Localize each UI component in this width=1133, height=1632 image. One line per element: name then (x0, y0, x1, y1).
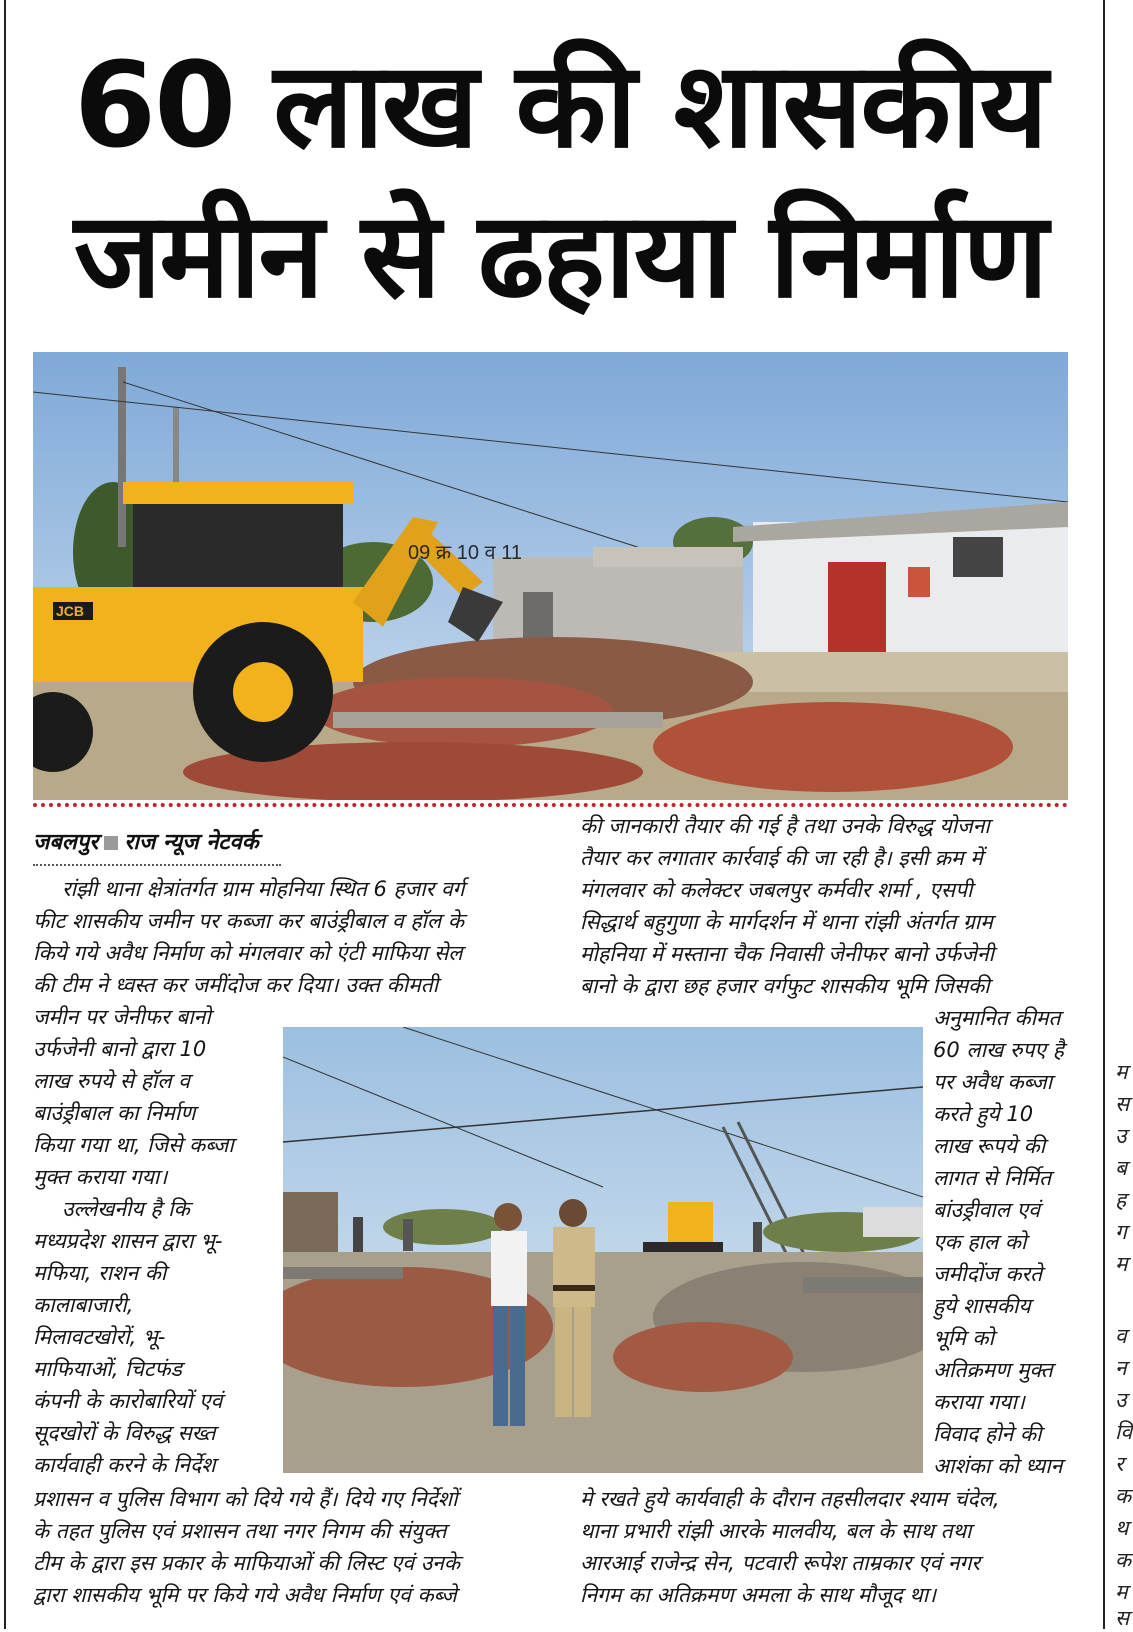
left-para1-line-1: रांझी थाना क्षेत्रांतर्गत ग्राम मोहनिया स्थित 6 हजार वर्ग (62, 877, 465, 901)
right-narrow-line-2: 60 लाख रुपए है (933, 1038, 1064, 1062)
left-wide-line-2: के तहत पुलिस एवं प्रशासन तथा नगर निगम की संयुक्त (33, 1519, 447, 1543)
edge-fragment-10: उ (1115, 1388, 1127, 1412)
left-narrow2-line-2: मध्यप्रदेश शासन द्वारा भू- (33, 1229, 223, 1253)
right-narrow-line-15: आशंका को ध्यान (933, 1454, 1063, 1478)
right-top-line-2: तैयार कर लगातार कार्रवाई की जा रही है। इसी क्रम में (580, 846, 983, 870)
left-narrow2-line-5: मिलावटखोरों, भू- (33, 1325, 166, 1349)
top-photo-demolition (33, 352, 1068, 800)
headline-line-2: जमीन से ढहाया निर्माण (73, 186, 1047, 324)
edge-fragment-5: ह (1115, 1188, 1127, 1212)
right-top-line-6: बानो के द्वारा छह हजार वर्गफुट शासकीय भूमि जिसकी (580, 974, 990, 998)
inset-photo-illustration (283, 1027, 923, 1473)
edge-fragment-11: वि (1115, 1420, 1133, 1444)
right-narrow-line-14: विवाद होने की (933, 1422, 1042, 1446)
right-narrow-line-7: बांउड्रीवाल एवं (933, 1198, 1040, 1222)
right-narrow-line-12: अतिक्रमण मुक्त (933, 1358, 1053, 1382)
left-narrow-line-5: किया गया था, जिसे कब्जा (33, 1133, 234, 1157)
edge-fragment-2: स (1115, 1092, 1130, 1116)
left-para1-line-2: फीट शासकीय जमीन पर कब्जा कर बाउंड्रीबाल व हॉल के (33, 909, 465, 933)
left-narrow2-line-8: सूदखोरों के विरुद्ध सख्त (33, 1421, 216, 1445)
right-narrow-line-5: लाख रूपये की (933, 1134, 1046, 1158)
left-narrow-line-3: लाख रुपये से हॉल व (33, 1069, 190, 1093)
right-column-rule (1103, 0, 1105, 1629)
right-narrow-line-4: करते हुये 10 (933, 1102, 1034, 1126)
left-narrow2-line-7: कंपनी के कारोबारियों एवं (33, 1389, 223, 1413)
edge-fragment-8: व (1115, 1324, 1127, 1348)
left-wide-line-4: द्वारा शासकीय भूमि पर किये गये अवैध निर्माण एवं कब्जे (33, 1583, 457, 1607)
right-narrow-line-6: लागत से निर्मित (933, 1166, 1052, 1190)
dateline-square-icon (104, 836, 118, 850)
right-bottom-line-3: आरआई राजेन्द्र सेन, पटवारी रूपेश ताम्रकार एवं नगर (580, 1551, 980, 1575)
right-narrow-line-1: अनुमानित कीमत (933, 1006, 1061, 1030)
left-narrow-line-4: बाउंड्रीबाल का निर्माण (33, 1101, 196, 1125)
left-narrow-line-2: उर्फजेनी बानो द्वारा 10 (33, 1037, 207, 1061)
edge-fragment-4: ब (1115, 1156, 1127, 1180)
left-narrow-line-6: मुक्त कराया गया। (33, 1165, 168, 1189)
right-top-line-5: मोहनिया में मस्ताना चैक निवासी जेनीफर बानो उर्फजेनी (580, 942, 995, 966)
edge-fragment-7: म (1115, 1252, 1128, 1276)
right-bottom-line-4: निगम का अतिक्रमण अमला के साथ मौजूद था। (580, 1583, 937, 1607)
left-narrow2-line-6: माफियाओं, चिटफंड (33, 1357, 182, 1381)
edge-fragment-9: न (1115, 1356, 1127, 1380)
left-wide-line-1: प्रशासन व पुलिस विभाग को दिये गये हैं। दिये गए निर्देशों (33, 1487, 458, 1511)
right-narrow-line-11: भूमि को (933, 1326, 995, 1350)
right-top-line-3: मंगलवार को कलेक्टर जबलपुर कर्मवीर शर्मा , एसपी (580, 878, 973, 902)
edge-fragment-1: म (1115, 1060, 1128, 1084)
edge-fragment-13: क (1115, 1484, 1132, 1508)
edge-fragment-3: उ (1115, 1124, 1127, 1148)
left-page-edge-line (4, 0, 6, 1629)
top-photo-illustration (33, 352, 1068, 800)
left-narrow2-line-4: कालाबाजारी, (33, 1293, 134, 1317)
right-narrow-line-3: पर अवैध कब्जा (933, 1070, 1053, 1094)
left-narrow2-line-3: मफिया, राशन की (33, 1261, 167, 1285)
edge-fragment-14: थ (1115, 1516, 1129, 1540)
left-para1-line-4: की टीम ने ध्वस्त कर जमींदोज कर दिया। उक्त कीमती (33, 973, 439, 997)
edge-fragment-12: र (1115, 1452, 1124, 1476)
edge-fragment-17: स (1115, 1606, 1130, 1630)
left-para1-line-3: किये गये अवैध निर्माण को मंगलवार को एंटी माफिया सेल (33, 941, 463, 965)
left-narrow2-line-9: कार्यवाही करने के निर्देश (33, 1453, 216, 1477)
edge-fragment-15: क (1115, 1548, 1132, 1572)
dateline-city: जबलपुर (33, 830, 99, 855)
left-wide-line-3: टीम के द्वारा इस प्रकार के माफियाओं की लिस्ट एवं उनके (33, 1551, 461, 1575)
dateline (33, 826, 259, 856)
edge-fragment-16: म (1115, 1580, 1128, 1604)
right-top-line-4: सिद्धार्थ बहुगुणा के मार्गदर्शन में थाना रांझी अंतर्गत ग्राम (580, 910, 993, 934)
right-narrow-line-13: कराया गया। (933, 1390, 1025, 1414)
right-narrow-line-10: हुये शासकीय (933, 1294, 1031, 1318)
right-narrow-line-8: एक हाल को (933, 1230, 1027, 1254)
left-narrow-line-1: जमीन पर जेनीफर बानो (33, 1005, 211, 1029)
left-narrow2-line-1: उल्लेखनीय है कि (62, 1197, 190, 1221)
jcb-logo-text: JCB (56, 603, 85, 619)
dateline-underline (33, 864, 281, 866)
edge-fragment-6: ग (1115, 1220, 1127, 1244)
right-top-line-1: की जानकारी तैयार की गई है तथा उनके विरुद्ध योजना (580, 814, 990, 838)
top-photo-overlay-caption: 09 क्र 10 व 11 (408, 542, 522, 564)
right-bottom-line-1: मे रखते हुये कार्यवाही के दौरान तहसीलदार श्याम चंदेल, (580, 1487, 1000, 1511)
inset-photo-officials (283, 1027, 923, 1473)
right-bottom-line-2: थाना प्रभारी रांझी आरके मालवीय, बल के साथ तथा (580, 1519, 972, 1543)
right-narrow-line-9: जमीदोंज करते (933, 1262, 1043, 1286)
dateline-agency: राज न्यूज नेटवर्क (124, 830, 259, 855)
red-dotted-divider (33, 803, 1068, 807)
headline-line-1: 60 लाख की शासकीय (74, 36, 1046, 174)
